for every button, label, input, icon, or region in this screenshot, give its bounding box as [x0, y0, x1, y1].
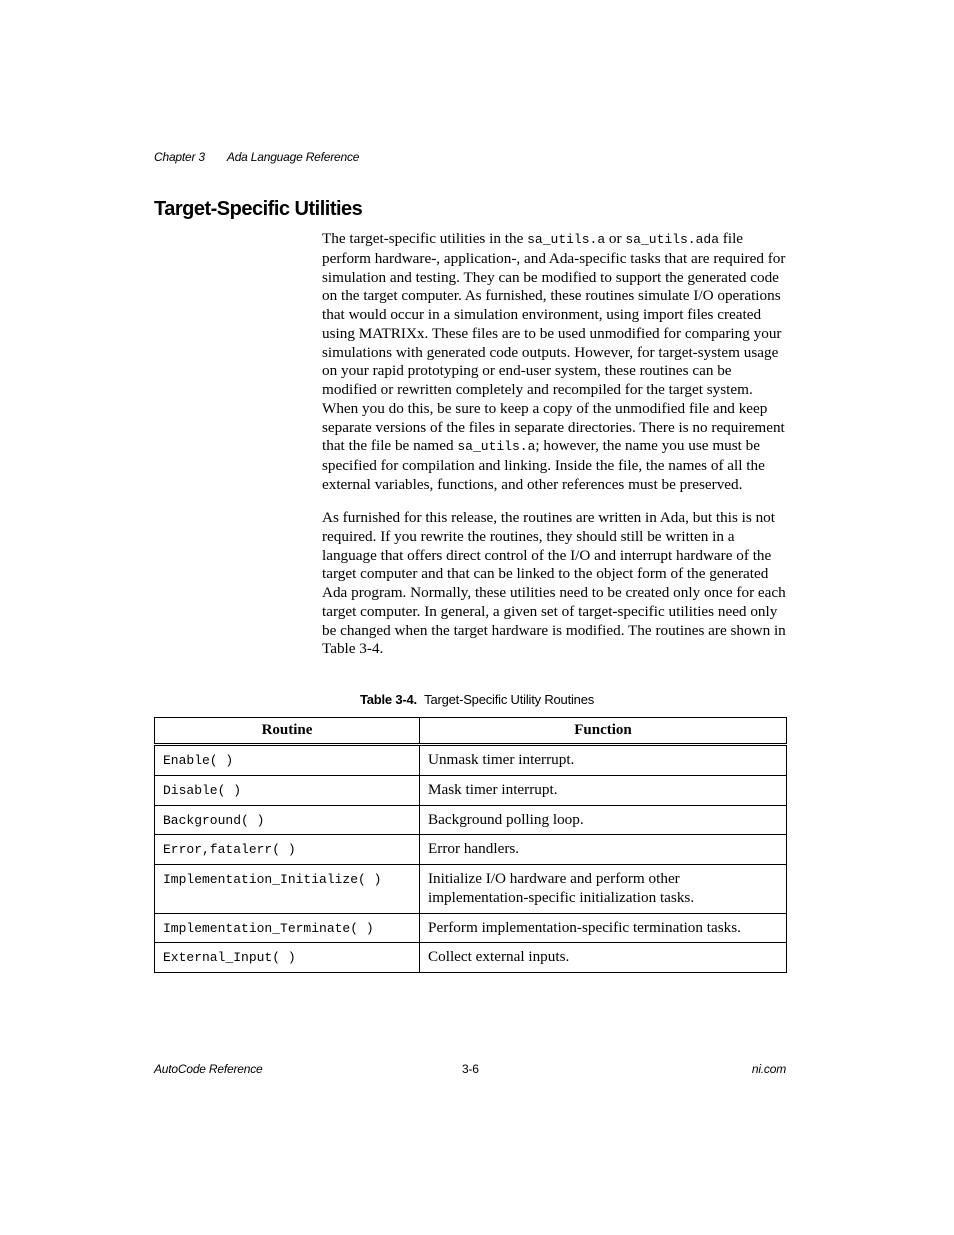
- routine-cell: Implementation_Initialize( ): [155, 865, 420, 914]
- table-caption: [0, 692, 954, 707]
- code-filename: sa_utils.a: [527, 232, 606, 247]
- table-header-row: [155, 718, 787, 745]
- footer-page-number: 3-6: [462, 1062, 479, 1076]
- routines-table: [154, 717, 787, 973]
- routine-cell: Enable( ): [155, 745, 420, 776]
- routine-cell: Disable( ): [155, 775, 420, 805]
- chapter-number: Chapter 3: [154, 150, 205, 164]
- paragraph-2: As furnished for this release, the routines are written in Ada, but this is not required. If you rewrite the routines, they should still be written in a language that offers direct control of the I/O and interrupt hardware of the target computer and that can be linked to the object form of the generated Ada program. Normally, these utilities need to be created only once for each target computer. In general, a given set of target-specific utilities need only be changed when the target hardware is modified. The routines are shown in Table 3-4.: [322, 509, 786, 658]
- footer-website: ni.com: [751, 1062, 786, 1076]
- column-header-routine: Routine: [155, 718, 420, 745]
- table-row: [155, 943, 787, 973]
- function-cell: Background polling loop.: [420, 805, 787, 835]
- function-cell: Unmask timer interrupt.: [420, 745, 787, 776]
- column-header-function: Function: [420, 718, 787, 745]
- routine-cell: External_Input( ): [155, 943, 420, 973]
- function-cell: Perform implementation-specific termination tasks.: [420, 913, 787, 943]
- function-cell: Mask timer interrupt.: [420, 775, 787, 805]
- function-cell: Error handlers.: [420, 835, 787, 865]
- routine-cell: Error,fatalerr( ): [155, 835, 420, 865]
- paragraph-1-text: The target-specific utilities in the: [322, 230, 528, 247]
- table-row: [155, 865, 787, 914]
- routine-cell: Implementation_Terminate( ): [155, 913, 420, 943]
- paragraph-1-text: file perform hardware-, application-, and Ada-specific tasks that are required for simulation and testing. They can be modified to support the generated code on the target computer. As furnished, these routines simulate I/O operations that would occur in a simulation environment, using import files created using MATRIXx. These files are to be used unmodified for comparing your simulations with generated code outputs. However, for target-system usage on your rapid prototyping or end-user system, these routines can be modified or rewritten completely and recompiled for the target system. When you do this, be sure to keep a copy of the unmodified file and keep separate versions of the files in separate directories. There is no requirement that the file be named: [322, 230, 786, 455]
- running-header: [154, 150, 359, 164]
- table-row: [155, 775, 787, 805]
- function-cell: Collect external inputs.: [420, 943, 787, 973]
- code-filename: sa_utils.ada: [625, 232, 719, 247]
- function-cell: Initialize I/O hardware and perform other implementation-specific initialization tasks.: [420, 865, 787, 914]
- table-caption-title: Target-Specific Utility Routines: [424, 692, 595, 707]
- table-row: [155, 913, 787, 943]
- code-filename: sa_utils.a: [457, 439, 536, 455]
- paragraph-1-text: or: [605, 230, 626, 247]
- paragraph-1-text: ; however, the name you use must be specified for compilation and linking. Inside the file, the names of all the external variables, functions, and other references must be preserved.: [322, 437, 765, 493]
- chapter-title: Ada Language Reference: [226, 150, 360, 164]
- footer-document-title: AutoCode Reference: [154, 1062, 263, 1076]
- body-text: [322, 230, 788, 674]
- paragraph-1: [322, 230, 788, 495]
- table-caption-number: Table 3-4.: [359, 692, 417, 707]
- table-row: [155, 805, 787, 835]
- table-row: [155, 745, 787, 776]
- routine-cell: Background( ): [155, 805, 420, 835]
- section-heading: Target-Specific Utilities: [154, 198, 363, 220]
- table-row: [155, 835, 787, 865]
